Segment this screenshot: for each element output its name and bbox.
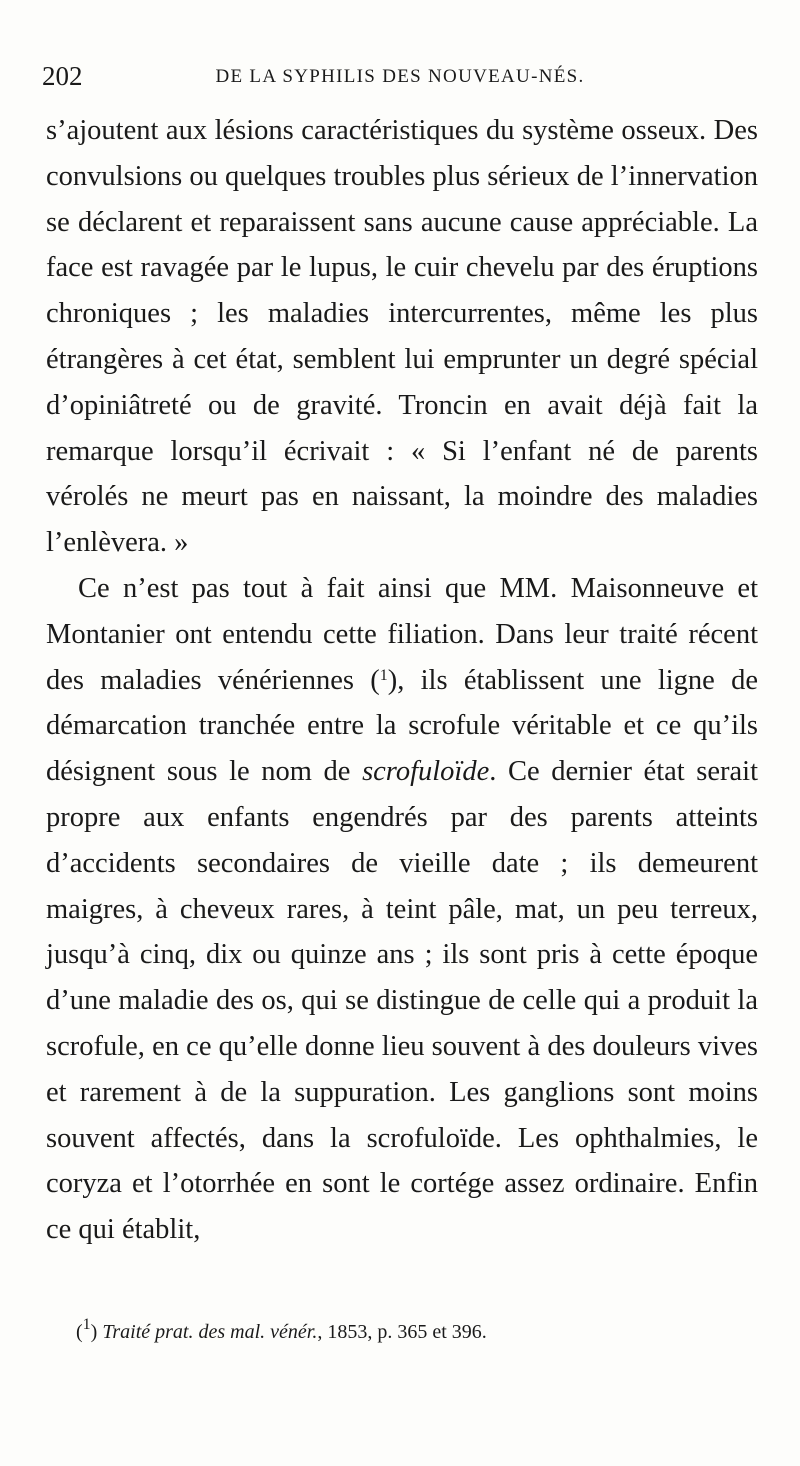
paragraph-maisonneuve — [46, 566, 758, 1253]
footnote-citation: , 1853, p. 365 et 396. — [317, 1321, 487, 1343]
page-number: 202 — [42, 61, 83, 91]
paragraph-text-part: ), ils établissent une ligne de démarcation tranchée entre la scrofule véritable et ce qu’ils désignent sous le nom de — [46, 664, 758, 788]
footnote: ($^1$) Traité prat. des mal. vénér., 1853, p. 365 et 396. — [76, 1316, 487, 1343]
running-title: DE LA SYPHILIS DES NOUVEAU-NÉS. — [215, 66, 585, 87]
page-header — [40, 58, 760, 98]
italic-term: scrofuloïde — [362, 756, 490, 788]
paragraph-text-part: . Ce dernier état serait propre aux enfants engendrés par des parents atteints d’accidents secondaires de vieille date ; ils demeurent maigres, à cheveux rares, à teint pâle, mat, un peu terreux, jusqu’à cinq, dix ou quinze ans ; ils sont pris à cette époque d’une maladie des os, qui se distingue de celle qui a produit la scrofule, en ce qu’elle donne lieu souvent à des douleurs vives et rarement à de la suppuration. Les ganglions sont moins souvent affectés, dans la scrofuloïde. Les ophthalmies, le coryza et l’otorrhée en sont le cortége assez ordinaire. Enfin ce qui établit, — [46, 756, 758, 1246]
paragraph-text-part: Ce n’est pas tout à fait ainsi que MM. Maisonneuve et Montanier ont entendu cette filiation. Dans leur traité récent des maladies vénériennes ( — [46, 572, 758, 696]
paragraph-continued: s’ajoutent aux lésions caractéristiques du système osseux. Des convulsions ou quelques troubles plus sérieux de l’innervation se déclarent et reparaissent sans aucune cause appréciable. La face est ravagée par le lupus, le cuir chevelu par des éruptions chroniques ; les maladies intercurrentes, même les plus étrangères à cet état, semblent lui emprunter un degré spécial d’opiniâtreté ou de gravité. Troncin en avait déjà fait la remarque lorsqu’il écrivait : « Si l’enfant né de parents vérolés ne meurt pas en naissant, la moindre des maladies l’enlèvera. » — [46, 115, 758, 559]
footnote-marker: 1 — [82, 1316, 91, 1333]
footnote-reference: 1 — [379, 666, 388, 684]
footnote-title: Traité prat. des mal. vénér. — [102, 1321, 318, 1343]
body-text — [46, 108, 758, 1253]
